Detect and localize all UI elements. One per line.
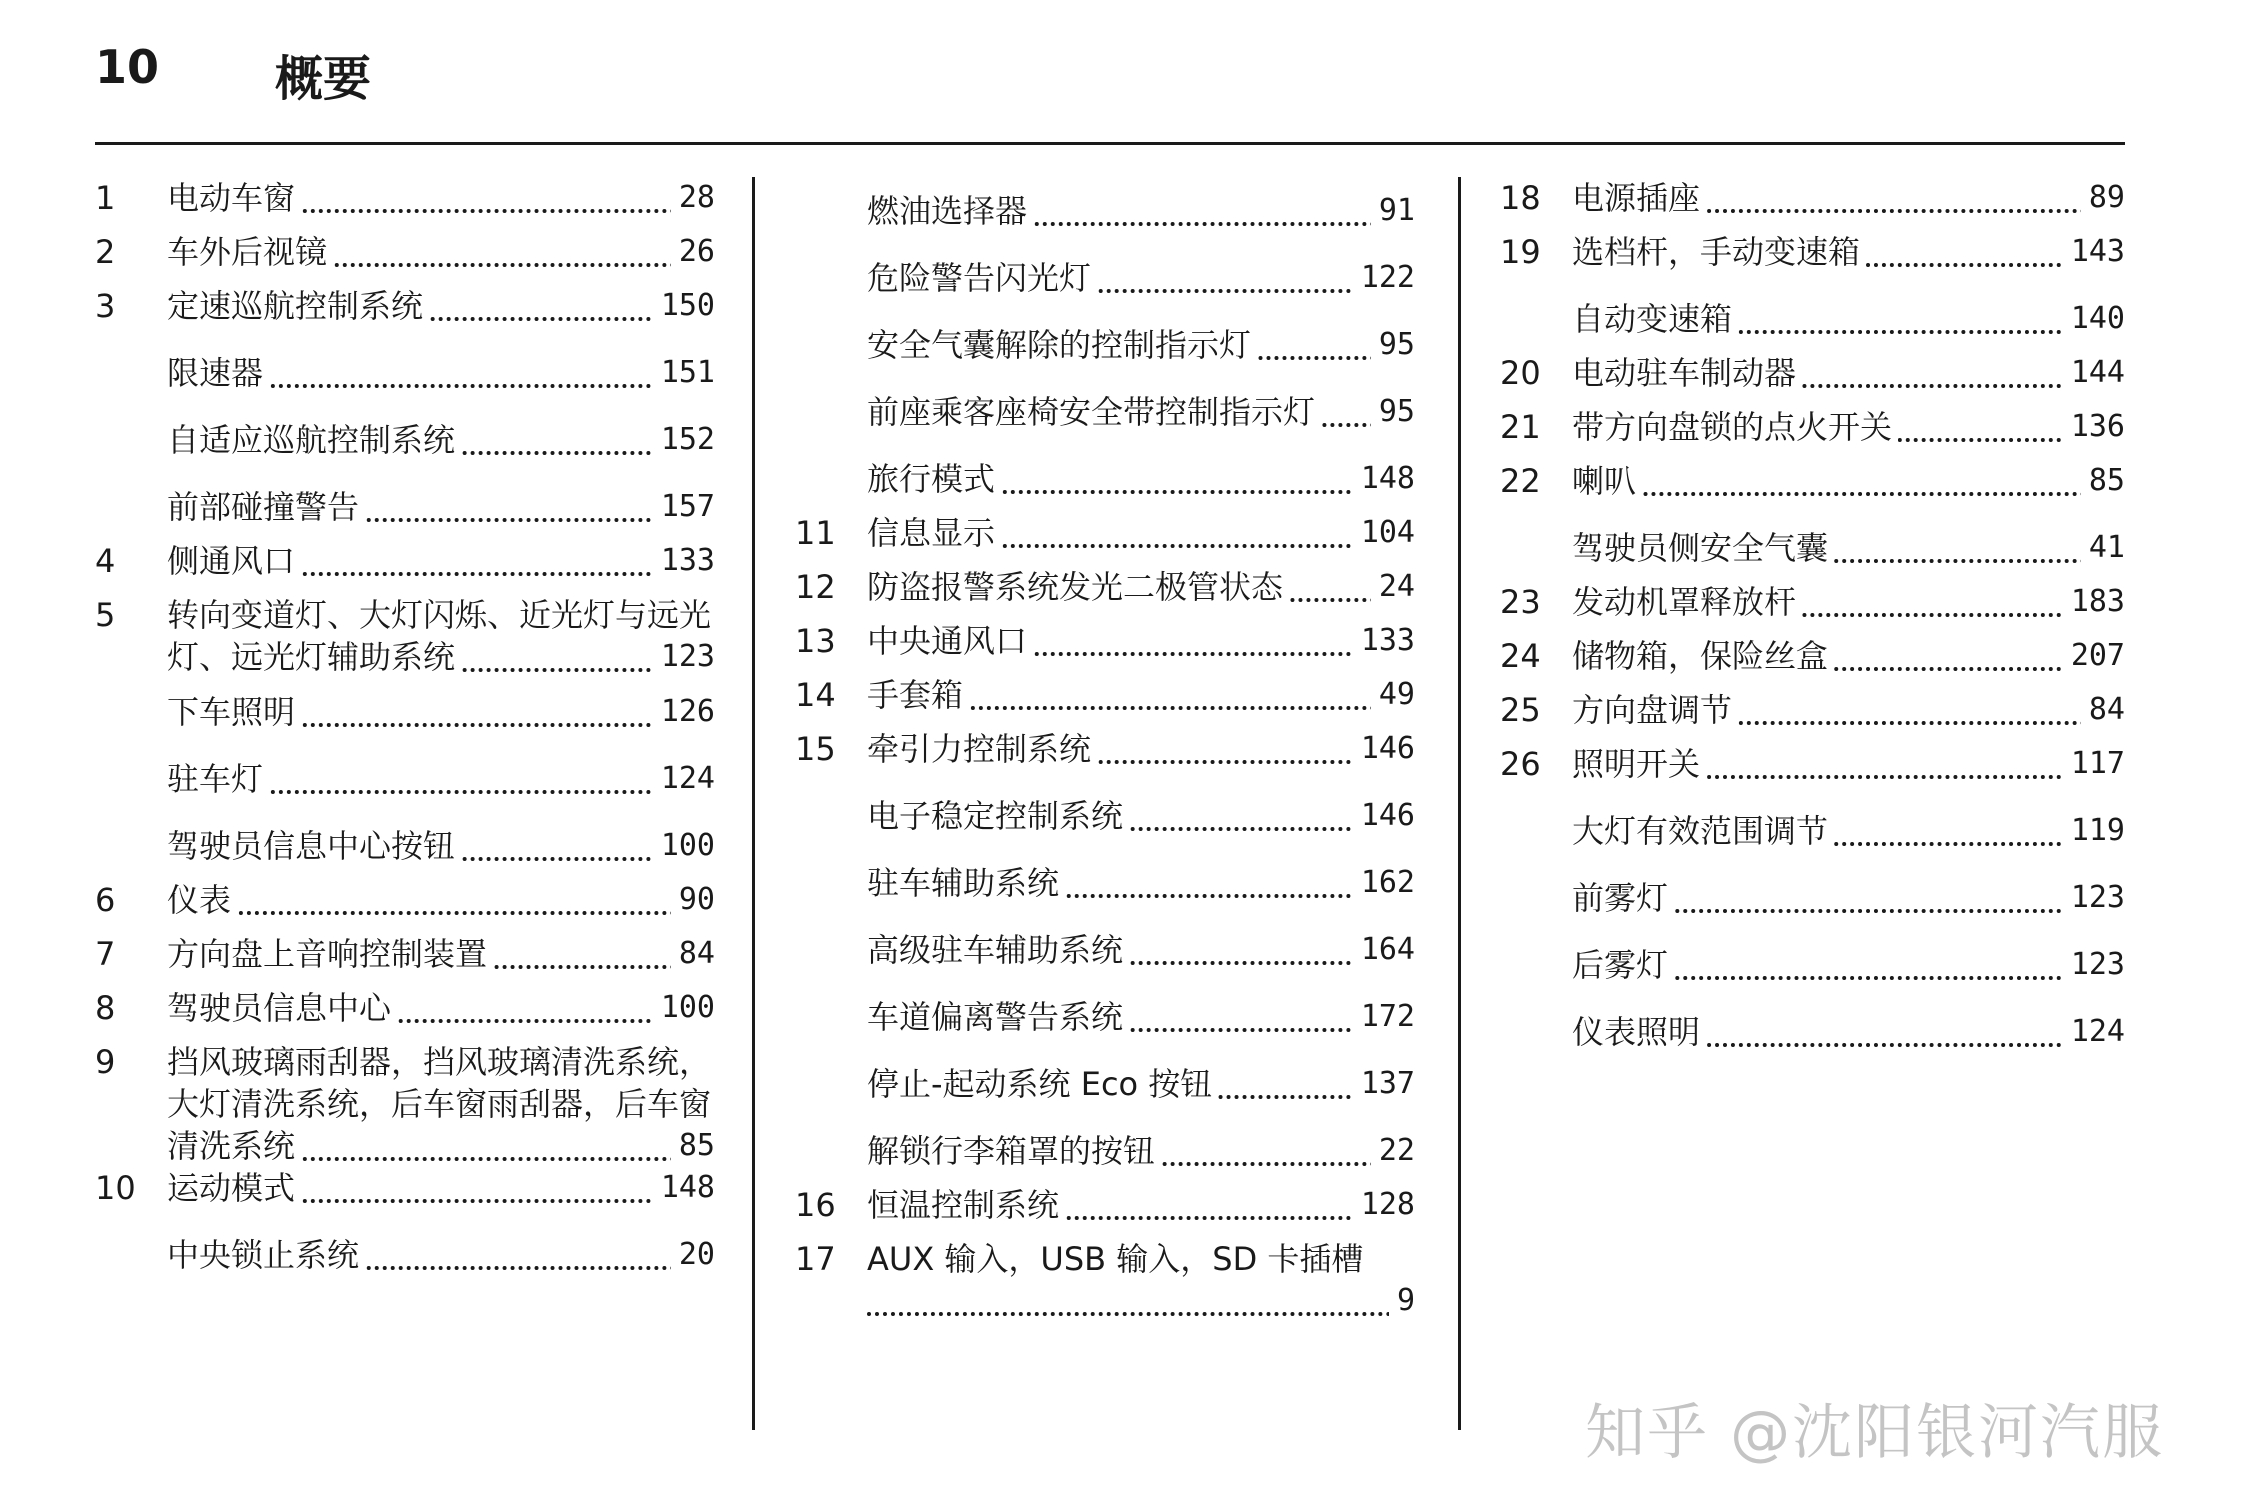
entry-label: 自适应巡航控制系统 (167, 421, 461, 459)
entry-number: 10 (95, 1169, 136, 1207)
entry-text (1572, 635, 2125, 677)
entry-page-ref: 164 (1353, 929, 1415, 971)
entry-text (167, 177, 715, 219)
entry-label: 中央锁止系统 (167, 1236, 365, 1274)
entry-text (167, 285, 715, 327)
entry-page-ref: 123 (2063, 877, 2125, 919)
index-entry (795, 257, 1415, 311)
entry-page-ref: 41 (2081, 527, 2125, 569)
entry-label: 停止-起动系统 Eco 按钮 (867, 1065, 1218, 1103)
entry-number: 25 (1500, 691, 1541, 729)
entry-label: 发动机罩释放杆 (1572, 583, 1802, 621)
index-entry (1500, 635, 2125, 689)
index-entry (95, 1234, 715, 1288)
leader-dots (167, 911, 715, 915)
entry-text (867, 674, 1415, 716)
entry-text (167, 987, 715, 1029)
entry-text (167, 758, 715, 800)
page-title: 概要 (275, 51, 372, 107)
entry-text (1572, 743, 2125, 785)
entry-page-ref: 122 (1353, 257, 1415, 299)
entry-label: 驾驶员侧安全气囊 (1572, 529, 1834, 567)
entry-page-ref: 9 (1389, 1280, 1415, 1322)
entry-number: 20 (1500, 354, 1541, 392)
entry-text (167, 879, 715, 921)
entry-label: 前部碰撞警告 (167, 488, 365, 526)
entry-label: 电源插座 (1572, 179, 1706, 217)
entry-label: 后雾灯 (1572, 946, 1674, 984)
entry-label: 大灯有效范围调节 (1572, 812, 1834, 850)
index-entry (1500, 177, 2125, 231)
entry-label: 前雾灯 (1572, 879, 1674, 917)
entry-number: 9 (95, 1043, 116, 1081)
entry-text (1572, 944, 2125, 986)
entry-page-ref: 172 (1353, 996, 1415, 1038)
entry-label: 限速器 (167, 354, 269, 392)
index-entry (1500, 231, 2125, 285)
index-entry (1500, 944, 2125, 998)
entry-page-ref: 123 (2063, 944, 2125, 986)
entry-label: 恒温控制系统 (867, 1186, 1065, 1224)
entry-label: 驾驶员信息中心 (167, 989, 397, 1027)
entry-label: 前座乘客座椅安全带控制指示灯 (867, 393, 1321, 431)
entry-text (867, 929, 1415, 971)
entry-page-ref: 100 (653, 825, 715, 867)
index-entry (1500, 743, 2125, 797)
entry-label: 燃油选择器 (867, 192, 1033, 230)
entry-text (867, 1238, 1415, 1322)
entry-label: 电动驻车制动器 (1572, 354, 1802, 392)
index-entry (795, 566, 1415, 620)
entry-label: 喇叭 (1572, 462, 1642, 500)
entry-page-ref: 89 (2081, 177, 2125, 219)
entry-label: 仪表照明 (1572, 1013, 1706, 1051)
index-entry (95, 758, 715, 812)
index-entry (1500, 689, 2125, 743)
entry-page-ref: 152 (653, 419, 715, 461)
entry-label: 安全气囊解除的控制指示灯 (867, 326, 1257, 364)
entry-number: 22 (1500, 462, 1541, 500)
entry-number: 7 (95, 935, 116, 973)
entry-number: 6 (95, 881, 116, 919)
index-entry (1500, 877, 2125, 931)
entry-number: 23 (1500, 583, 1541, 621)
index-entry (1500, 298, 2125, 352)
entry-number: 14 (795, 676, 836, 714)
entry-text (167, 486, 715, 528)
entry-text (167, 1234, 715, 1276)
entry-number: 11 (795, 514, 836, 552)
entry-page-ref: 95 (1371, 391, 1415, 433)
entry-number: 3 (95, 287, 116, 325)
entry-text (867, 324, 1415, 366)
entry-text (867, 795, 1415, 837)
entry-text (1572, 527, 2125, 569)
entry-page-ref: 91 (1371, 190, 1415, 232)
entry-page-ref: 85 (2081, 460, 2125, 502)
entry-label: 自动变速箱 (1572, 300, 1738, 338)
entry-page-ref: 84 (2081, 689, 2125, 731)
index-entry (795, 1130, 1415, 1184)
index-entry (1500, 460, 2125, 514)
entry-label: 运动模式 (167, 1169, 301, 1207)
entry-label: 方向盘调节 (1572, 691, 1738, 729)
leader-dots (867, 1312, 1415, 1316)
index-entry (1500, 527, 2125, 581)
entry-label: 挡风玻璃雨刮器，挡风玻璃清洗系统，大灯清洗系统，后车窗雨刮器，后车窗清洗系统 (167, 1043, 712, 1165)
index-entry (95, 231, 715, 285)
index-entry (795, 728, 1415, 782)
index-entry (795, 996, 1415, 1050)
entry-number: 12 (795, 568, 836, 606)
entry-page-ref: 126 (653, 691, 715, 733)
index-entry (95, 540, 715, 594)
entry-number: 19 (1500, 233, 1541, 271)
entry-label: 电动车窗 (167, 179, 301, 217)
entry-text (167, 825, 715, 867)
column-divider (752, 177, 755, 1430)
entry-text (167, 352, 715, 394)
entry-text (867, 1184, 1415, 1226)
index-entry (795, 1184, 1415, 1238)
entry-text (867, 862, 1415, 904)
entry-label: 驻车灯 (167, 760, 269, 798)
index-entry (95, 825, 715, 879)
entry-page-ref: 207 (2063, 635, 2125, 677)
entry-text (867, 512, 1415, 554)
header-divider (95, 142, 2125, 145)
index-entry (795, 391, 1415, 445)
entry-number: 8 (95, 989, 116, 1027)
entry-label: 定速巡航控制系统 (167, 287, 429, 325)
entry-label: 防盗报警系统发光二极管状态 (867, 568, 1289, 606)
entry-number: 13 (795, 622, 836, 660)
index-entry (795, 458, 1415, 512)
entry-number: 1 (95, 179, 116, 217)
entry-text (167, 1167, 715, 1209)
entry-text (867, 996, 1415, 1038)
index-entry (795, 190, 1415, 244)
entry-page-ref: 26 (671, 231, 715, 273)
page-header (95, 40, 2125, 110)
entry-label: 电子稳定控制系统 (867, 797, 1129, 835)
entry-label: 中央通风口 (867, 622, 1033, 660)
index-entry (95, 987, 715, 1041)
entry-text (1572, 810, 2125, 852)
entry-page-ref: 137 (1353, 1063, 1415, 1105)
entry-label: 照明开关 (1572, 745, 1706, 783)
entry-text (1572, 1011, 2125, 1053)
entry-page-ref: 133 (1353, 620, 1415, 662)
entry-text (167, 419, 715, 461)
entry-text (1572, 877, 2125, 919)
entry-label: 驾驶员信息中心按钮 (167, 827, 461, 865)
index-entry (795, 324, 1415, 378)
entry-number: 26 (1500, 745, 1541, 783)
entry-number: 4 (95, 542, 116, 580)
entry-page-ref: 143 (2063, 231, 2125, 273)
entry-text (167, 691, 715, 733)
index-entry (95, 419, 715, 473)
entry-page-ref: 146 (1353, 728, 1415, 770)
index-entry (95, 177, 715, 231)
entry-label: 手套箱 (867, 676, 969, 714)
entry-page-ref: 22 (1371, 1130, 1415, 1172)
entry-text (867, 566, 1415, 608)
entry-text (1572, 231, 2125, 273)
entry-text (1572, 406, 2125, 448)
entry-page-ref: 140 (2063, 298, 2125, 340)
entry-text (167, 540, 715, 582)
entry-page-ref: 124 (2063, 1011, 2125, 1053)
entry-label: 旅行模式 (867, 460, 1001, 498)
entry-number: 24 (1500, 637, 1541, 675)
entry-label: 转向变道灯、大灯闪烁、近光灯与远光灯、远光灯辅助系统 (167, 596, 712, 676)
entry-label: 选档杆，手动变速箱 (1572, 233, 1866, 271)
entry-number: 2 (95, 233, 116, 271)
entry-page-ref: 20 (671, 1234, 715, 1276)
entry-label: 下车照明 (167, 693, 301, 731)
entry-label: 危险警告闪光灯 (867, 259, 1097, 297)
entry-label: 信息显示 (867, 514, 1001, 552)
entry-label: 带方向盘锁的点火开关 (1572, 408, 1898, 446)
index-entry (795, 795, 1415, 849)
entry-label: 车外后视镜 (167, 233, 333, 271)
entry-page-ref: 148 (1353, 458, 1415, 500)
index-entry (795, 862, 1415, 916)
index-entry (1500, 406, 2125, 460)
leader-dots (1572, 492, 2125, 496)
entry-label: 方向盘上音响控制装置 (167, 935, 493, 973)
index-entry (95, 879, 715, 933)
index-column-1 (95, 177, 715, 1288)
entry-text (867, 620, 1415, 662)
entry-label: AUX 输入，USB 输入，SD 卡插槽 (867, 1240, 1369, 1278)
entry-page-ref: 151 (653, 352, 715, 394)
entry-page-ref: 28 (671, 177, 715, 219)
index-entry (95, 1167, 715, 1221)
entry-text (867, 1130, 1415, 1172)
entry-text (167, 594, 715, 678)
entry-number: 18 (1500, 179, 1541, 217)
index-entry (1500, 1011, 2125, 1065)
entry-page-ref: 95 (1371, 324, 1415, 366)
index-entry (95, 486, 715, 540)
entry-text (867, 257, 1415, 299)
index-column-2 (795, 177, 1415, 1322)
entry-label: 侧通风口 (167, 542, 301, 580)
entry-page-ref: 24 (1371, 566, 1415, 608)
entry-text (167, 1041, 715, 1167)
entry-page-ref: 84 (671, 933, 715, 975)
entry-page-ref: 128 (1353, 1184, 1415, 1226)
entry-page-ref: 100 (653, 987, 715, 1029)
entry-number: 16 (795, 1186, 836, 1224)
entry-label: 车道偏离警告系统 (867, 998, 1129, 1036)
entry-label: 储物箱，保险丝盒 (1572, 637, 1834, 675)
entry-text (867, 1063, 1415, 1105)
entry-text (1572, 460, 2125, 502)
entry-text (867, 458, 1415, 500)
entry-page-ref: 117 (2063, 743, 2125, 785)
index-entry (795, 1063, 1415, 1117)
entry-text (167, 231, 715, 273)
entry-page-ref: 150 (653, 285, 715, 327)
entry-page-ref: 123 (653, 636, 715, 678)
entry-page-ref: 133 (653, 540, 715, 582)
entry-page-ref: 157 (653, 486, 715, 528)
index-entry (795, 1238, 1415, 1322)
index-entry (795, 929, 1415, 983)
entry-label: 解锁行李箱罩的按钮 (867, 1132, 1161, 1170)
entry-text (1572, 177, 2125, 219)
entry-page-ref: 183 (2063, 581, 2125, 623)
entry-text (867, 728, 1415, 770)
entry-label: 驻车辅助系统 (867, 864, 1065, 902)
entry-number: 5 (95, 596, 116, 634)
entry-text (1572, 689, 2125, 731)
entry-label: 高级驻车辅助系统 (867, 931, 1129, 969)
page-number: 10 (95, 40, 160, 94)
entry-page-ref: 136 (2063, 406, 2125, 448)
index-entry (95, 691, 715, 745)
entry-label: 牵引力控制系统 (867, 730, 1097, 768)
entry-page-ref: 148 (653, 1167, 715, 1209)
index-column-3 (1500, 177, 2125, 1065)
entry-text (867, 391, 1415, 433)
index-entry (795, 620, 1415, 674)
index-entry (95, 594, 715, 678)
entry-text (1572, 581, 2125, 623)
entry-label: 仪表 (167, 881, 237, 919)
entry-page-ref: 146 (1353, 795, 1415, 837)
index-entry (95, 1041, 715, 1167)
entry-page-ref: 162 (1353, 862, 1415, 904)
index-entry (1500, 810, 2125, 864)
entry-page-ref: 85 (671, 1125, 715, 1167)
column-divider (1458, 177, 1461, 1430)
entry-text (1572, 298, 2125, 340)
index-entry (95, 285, 715, 339)
entry-page-ref: 124 (653, 758, 715, 800)
entry-page-ref: 49 (1371, 674, 1415, 716)
index-entry (1500, 352, 2125, 406)
index-entry (95, 933, 715, 987)
watermark: 知乎 @沈阳银河汽服 (1585, 1398, 2165, 1468)
entry-text (167, 933, 715, 975)
entry-page-ref: 144 (2063, 352, 2125, 394)
entry-number: 17 (795, 1240, 836, 1278)
entry-text (867, 190, 1415, 232)
entry-page-ref: 104 (1353, 512, 1415, 554)
entry-page-ref: 90 (671, 879, 715, 921)
index-entry (795, 674, 1415, 728)
entry-text (1572, 352, 2125, 394)
index-entry (95, 352, 715, 406)
entry-number: 21 (1500, 408, 1541, 446)
index-entry (795, 512, 1415, 566)
entry-number: 15 (795, 730, 836, 768)
index-entry (1500, 581, 2125, 635)
entry-page-ref: 119 (2063, 810, 2125, 852)
